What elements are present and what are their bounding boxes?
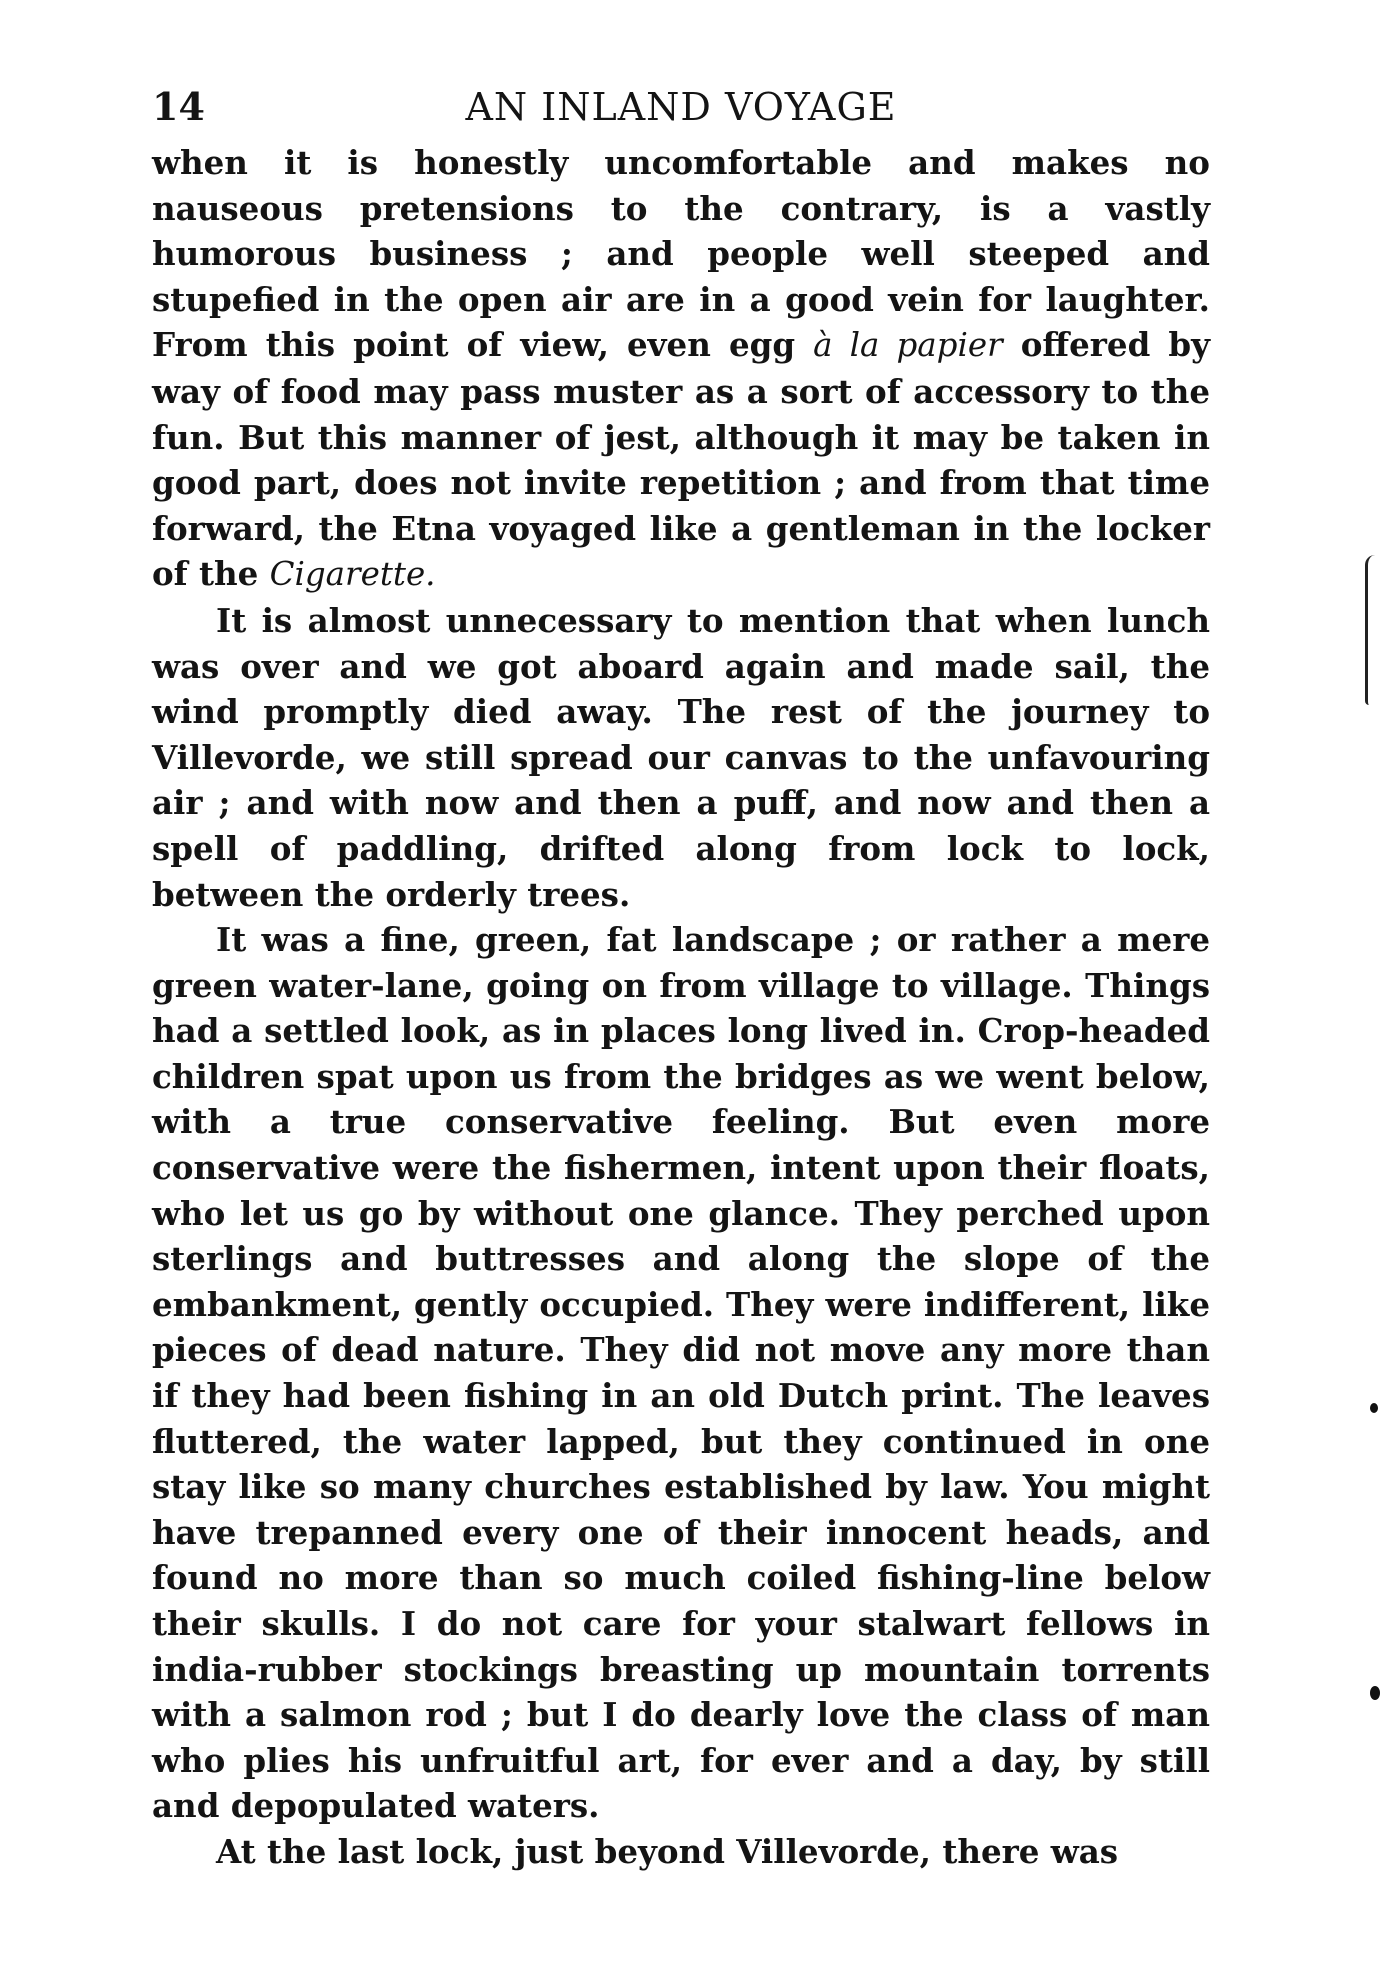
text-run: At the last lock, just beyond Villevorde, there was <box>216 1831 1119 1871</box>
page-header <box>152 78 1210 136</box>
text-run: It was a fine, green, fat landscape ; or rather a mere green water-lane, going on from village to village. Things had a settled look, as in places long lived in. Crop-headed children spat upon us from the bridges as we went below, with a true conservative feeling. But even more conservative were the fishermen, intent upon their floats, who let us go by without one glance. They perched upon sterlings and buttresses and along the slope of the embankment, gently occupied. They were indifferent, like pieces of dead nature. They did not move any more than if they had been fishing in an old Dutch print. The leaves fluttered, the water lapped, but they continued in one stay like so many churches established by law. You might have trepanned every one of their innocent heads, and found no more than so much coiled fishing-line below their skulls. I do not care for your stalwart fellows in india-rubber stockings breasting up mountain torrents with a salmon rod ; but I do dearly love the class of man who plies his unfruitful art, for ever and a day, by still and depopulated waters. <box>152 920 1210 1826</box>
text-run: offered by way of food may pass muster as a sort of accessory to the fun. But this manner of jest, although it may be taken in good part, does not invite repetition ; and from that time forward, the Etna voyaged like a gentleman in the locker of the <box>152 325 1210 594</box>
running-title: AN INLAND VOYAGE <box>465 85 897 129</box>
scan-margin-mark <box>1365 555 1382 705</box>
book-page <box>152 78 1210 1875</box>
paragraph <box>152 1829 1210 1875</box>
paragraph <box>152 598 1210 917</box>
paragraph <box>152 917 1210 1829</box>
text-run: when it is honestly uncomfortable and makes no nauseous pretensions to the contrary, is a vastly humorous business ; and people well steeped and stupefied in the open air are in a good vein for laughter. From this point of view, even egg <box>152 143 1210 365</box>
page-number: 14 <box>152 84 205 129</box>
text-run: It is almost unnecessary to mention that when lunch was over and we got aboard again and made sail, the wind promptly died away. The rest of the journey to Villevorde, we still spread our canvas to the unfavouring air ; and with now and then a puff, and now and then a spell of paddling, drifted along from lock to lock, between the orderly trees. <box>152 600 1210 914</box>
scan-margin-dot <box>1370 1403 1378 1413</box>
paragraph <box>152 140 1210 598</box>
italic-boat-name: Cigarette. <box>269 555 436 594</box>
body-text <box>152 140 1210 1875</box>
scan-margin-dot <box>1370 1686 1380 1700</box>
italic-phrase: à la papier <box>813 326 1003 365</box>
